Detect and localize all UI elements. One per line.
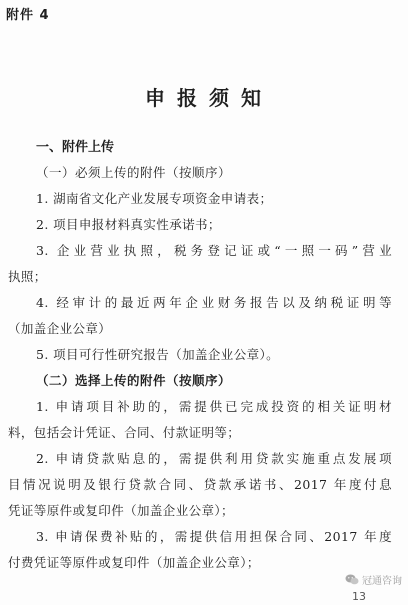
required-item-3: 3. 企业营业执照，税务登记证或“一照一码”营业 (36, 243, 392, 258)
watermark (345, 572, 402, 587)
subsection-heading-required: （一）必须上传的附件（按顺序） (36, 165, 232, 180)
optional-item-1-cont: 料，包括会计凭证、合同、付款证明等； (8, 425, 241, 440)
required-item-5: 5. 项目可行性研究报告（加盖企业公章）。 (36, 347, 280, 362)
required-item-4: 4. 经审计的最近两年企业财务报告以及纳税证明等 (36, 295, 392, 310)
optional-item-3: 3. 申请保费补贴的，需提供信用担保合同、2017 年度 (36, 529, 392, 544)
required-item-4-cont: （加盖企业公章） (8, 321, 112, 336)
required-item-2: 2. 项目申报材料真实性承诺书； (36, 217, 221, 232)
optional-item-3-cont: 付费凭证等原件或复印件（加盖企业公章）； (8, 555, 260, 570)
optional-item-2-cont: 目情况说明及银行贷款合同、贷款承诺书、2017 年度付息 (8, 477, 392, 492)
required-item-1: 1. 湖南省文化产业发展专项资金申请表； (36, 191, 273, 206)
page-title: 申报须知 (145, 86, 273, 110)
optional-item-1: 1. 申请项目补助的，需提供已完成投资的相关证明材 (36, 399, 392, 414)
subsection-heading-optional: （二）选择上传的附件（按顺序） (36, 373, 232, 388)
required-item-3-cont: 执照； (8, 269, 47, 284)
optional-item-2-cont2: 凭证等原件或复印件（加盖企业公章）； (8, 503, 234, 518)
wechat-icon (345, 574, 359, 585)
attachment-label: 附件 4 (6, 8, 50, 23)
section-heading: 一、附件上传 (36, 140, 115, 155)
optional-item-2: 2. 申请贷款贴息的，需提供利用贷款实施重点发展项 (36, 451, 392, 466)
watermark-text: 冠通咨询 (362, 576, 402, 587)
page-number: 13 (352, 590, 366, 603)
